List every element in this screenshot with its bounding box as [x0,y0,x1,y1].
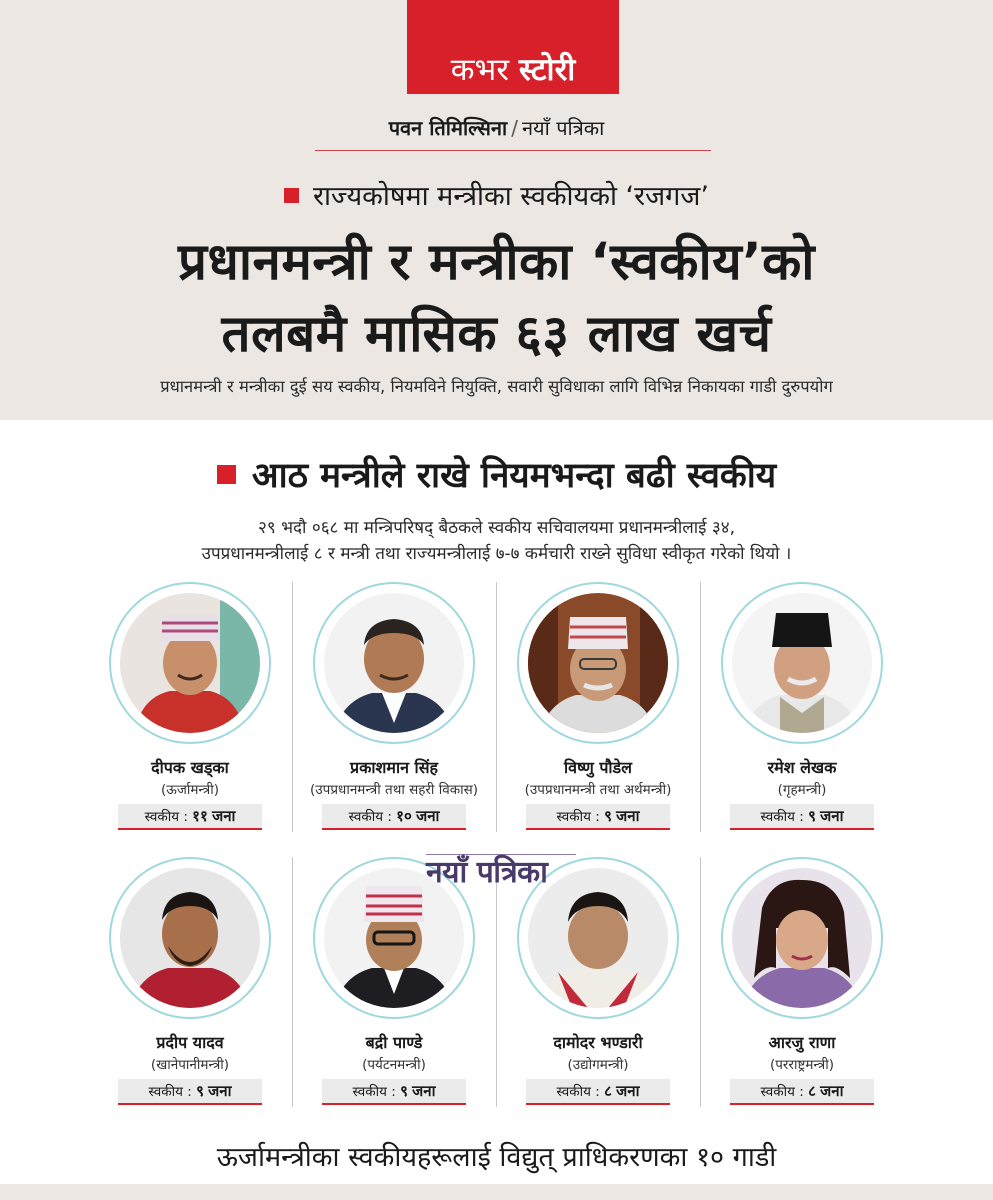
minister-card [700,857,904,1122]
cover-story-kicker [407,0,619,94]
minister-card [292,857,496,1122]
staff-count-badge [118,1079,262,1105]
count-value: ८ [604,1082,612,1100]
minister-card [88,857,292,1122]
minister-card [496,857,700,1122]
minister-role: (खानेपानीमन्त्री) [150,1057,230,1073]
count-value: ८ [808,1082,816,1100]
staff-count-badge [322,804,466,830]
publication-name: नयाँ पत्रिका [521,116,605,140]
staff-count-badge [118,804,262,830]
minister-name: बद्री पाण्डे [365,1033,423,1052]
footer-headline: ऊर्जामन्त्रीका स्वकीयहरूलाई विद्युत् प्राधिकरणका १० गाडी [216,1142,777,1173]
photo-ring [109,582,271,744]
minister-grid [88,582,904,1112]
count-value: १० [396,807,412,825]
minister-name: दीपक खड्का [151,758,229,777]
minister-card [496,582,700,847]
headline-line-2: तलबमै मासिक ६३ लाख खर्च [221,305,772,364]
red-square-bullet [284,188,299,203]
count-unit: जना [412,1082,436,1100]
staff-count-badge [526,1079,670,1105]
count-unit: जना [212,807,236,825]
byline-rule [315,150,711,151]
count-unit: जना [208,1082,232,1100]
subheading-text: आठ मन्त्रीले राखे नियमभन्दा बढी स्वकीय [251,456,777,496]
minister-role: (उद्योगमन्त्री) [567,1057,629,1073]
minister-card [700,582,904,847]
minister-photo [324,593,464,733]
count-label: स्वकीय : [144,809,188,825]
count-label: स्वकीय : [760,809,804,825]
minister-role: (ऊर्जामन्त्री) [160,782,220,798]
minister-photo [732,868,872,1008]
intro-paragraph [0,515,993,567]
count-unit: जना [820,1082,844,1100]
deck: प्रधानमन्त्री र मन्त्रीका दुई सय स्वकीय, नियमविने नियुक्ति, सवारी सुविधाका लागि विभिन्न निकायका गाडी दुरुपयोग [160,377,833,396]
photo-ring [721,582,883,744]
kicker-text-2: स्टोरी [518,52,576,88]
minister-name: प्रकाशमान सिंह [349,758,439,777]
count-label: स्वकीय : [348,809,392,825]
minister-name: प्रदीप यादव [156,1033,224,1052]
headline-line-1: प्रधानमन्त्री र मन्त्रीका ‘स्वकीय’को [177,233,816,292]
count-unit: जना [616,1082,640,1100]
count-value: ९ [808,807,816,825]
count-label: स्वकीय : [760,1084,804,1100]
minister-card [292,582,496,847]
kicker-text-1: कभर [450,52,509,88]
minister-role: (उपप्रधानमन्त्री तथा सहरी विकास) [310,782,478,798]
count-unit: जना [616,807,640,825]
photo-ring [517,582,679,744]
count-label: स्वकीय : [148,1084,192,1100]
intro-line-1: २९ भदौ ०६८ मा मन्त्रिपरिषद् बैठकले स्वकीय सचिवालयमा प्रधानमन्त्रीलाई ३४, [258,518,735,538]
minister-role: (उपप्रधानमन्त्री तथा अर्थमन्त्री) [524,782,672,798]
byline [0,114,993,141]
bottom-band [0,1184,993,1200]
subheading [0,451,993,498]
staff-count-badge [730,804,874,830]
count-label: स्वकीय : [556,809,600,825]
count-label: स्वकीय : [352,1084,396,1100]
minister-photo [120,593,260,733]
red-square-bullet [217,465,236,484]
photo-ring [313,582,475,744]
minister-photo [528,868,668,1008]
count-value: ९ [196,1082,204,1100]
count-value: ९ [604,807,612,825]
count-label: स्वकीय : [556,1084,600,1100]
minister-role: (परराष्ट्रमन्त्री) [769,1057,835,1073]
photo-ring [109,857,271,1019]
intro-line-2: उपप्रधानमन्त्रीलाई ८ र मन्त्री तथा राज्यमन्त्रीलाई ७-७ कर्मचारी राख्ने सुविधा स्वीकृत गरेको थियो । [201,544,792,564]
author-name: पवन तिमिल्सिना [388,116,508,140]
minister-name: विष्णु पौडेल [564,758,632,777]
overline-text: राज्यकोषमा मन्त्रीका स्वकीयको ‘रजगज’ [312,181,710,212]
minister-photo [732,593,872,733]
minister-role: (गृहमन्त्री) [777,782,827,798]
minister-card [88,582,292,847]
byline-separator: / [511,116,518,140]
minister-photo [120,868,260,1008]
minister-photo [528,593,668,733]
count-value: ११ [192,807,208,825]
count-unit: जना [820,807,844,825]
count-unit: जना [416,807,440,825]
minister-name: दामोदर भण्डारी [553,1033,643,1052]
overline [0,176,993,213]
newspaper-watermark: नयाँ पत्रिका [426,855,548,890]
minister-name: आरजु राणा [768,1033,836,1052]
staff-count-badge [730,1079,874,1105]
minister-name: रमेश लेखक [767,758,837,777]
staff-count-badge [322,1079,466,1105]
count-value: ९ [400,1082,408,1100]
staff-count-badge [526,804,670,830]
minister-role: (पर्यटनमन्त्री) [362,1057,426,1073]
photo-ring [721,857,883,1019]
